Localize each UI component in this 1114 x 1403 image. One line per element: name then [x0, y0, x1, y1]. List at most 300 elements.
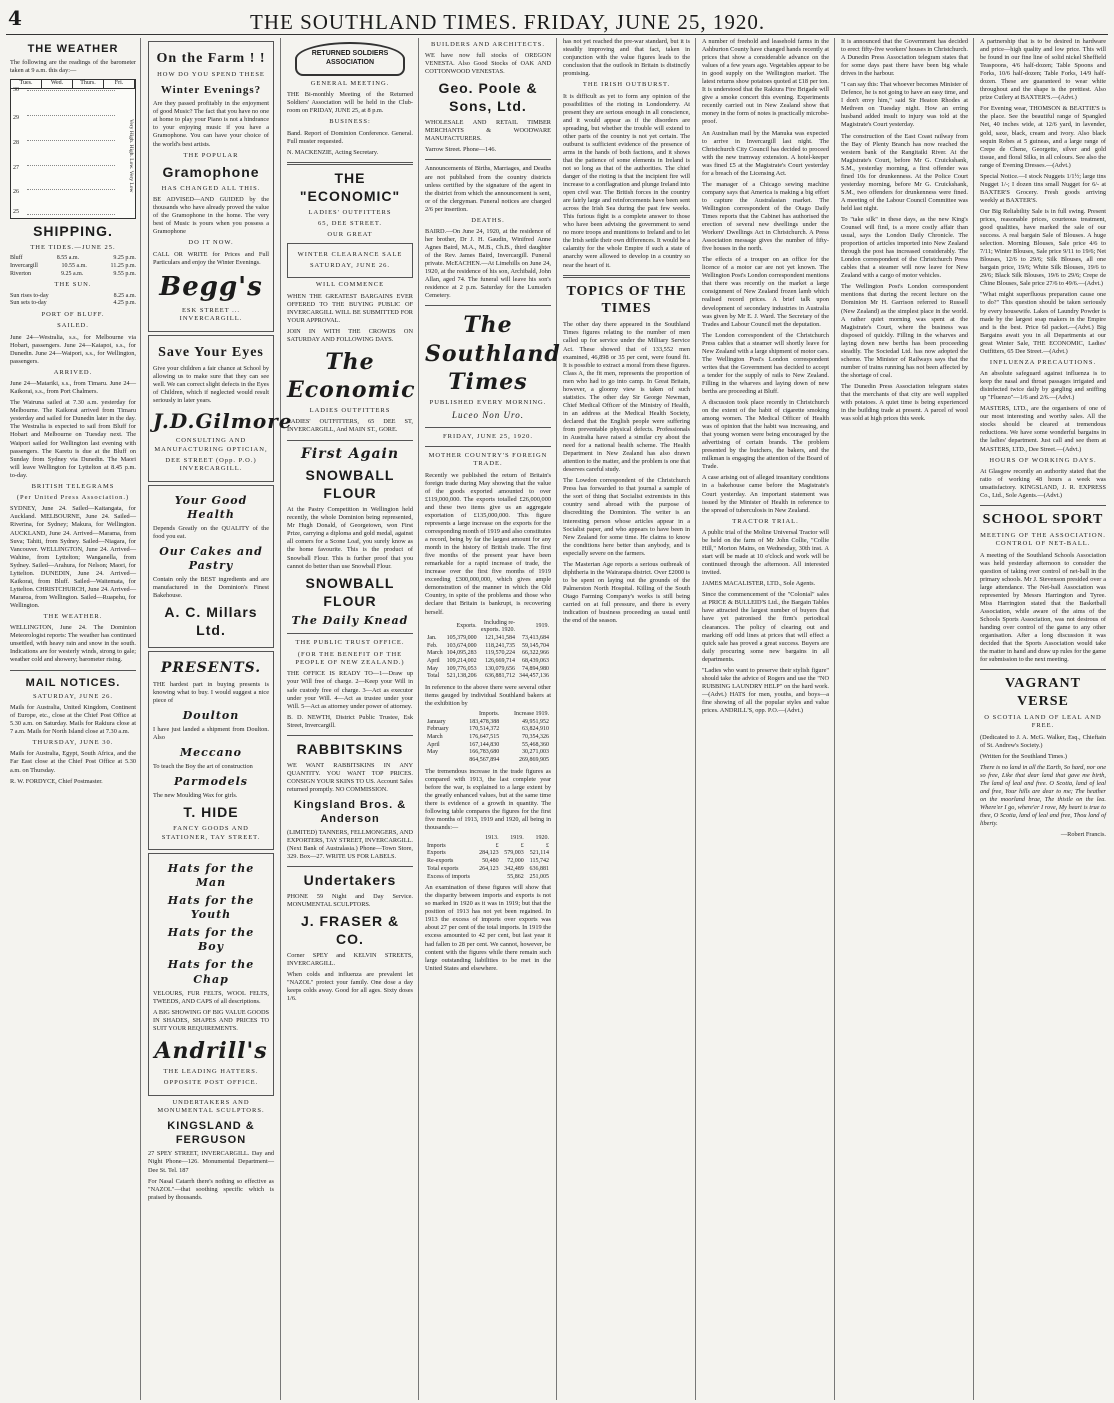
table-cell: 176,647,515: [469, 734, 500, 741]
first-again: First Again: [300, 445, 400, 462]
rsa-heading: GENERAL MEETING.: [310, 79, 390, 87]
table-cell: March: [427, 650, 443, 657]
meccano-heading: Meccano: [179, 746, 243, 760]
table-row: [425, 673, 551, 681]
undertakers-heading: UNDERTAKERS AND MONUMENTAL SCULPTORS.: [157, 1098, 265, 1114]
millars-name: A. C. Millars Ltd.: [164, 604, 258, 639]
shipping-heading: SHIPPING.: [33, 223, 113, 240]
column-editorial-2: [559, 38, 694, 1398]
table-cell: 30,271,003: [522, 749, 549, 756]
table-cell: 342,489: [504, 865, 524, 872]
barometer-days: [11, 80, 135, 89]
column-news-3: [976, 38, 1110, 1398]
table-header: Including re-exports. 1920.: [480, 619, 515, 634]
table-cell: 49,951,952: [522, 718, 549, 725]
hours-text: At Glasgow recently an authority stated that the ratio of working 48 hours a week was unsatisfactory. KINGSLAND, J. R. EXPRESS Co., Ltd., Sole Agents.—(Advt.): [980, 467, 1106, 500]
table-row: [425, 719, 551, 727]
day-label: Wed.: [42, 80, 73, 88]
our-great: OUR GREAT: [327, 231, 373, 239]
table-cell: Excess of imports: [427, 873, 470, 880]
table-cell: February: [427, 726, 449, 733]
table-cell: 170,514,372: [469, 726, 500, 733]
influenza-text: An absolute safeguard against influenza is to keep the nasal and throat passages irrigated and disinfected twice daily by gargling and sniffing up "Fluenzo"—1/6 and 2/6.—(Advt.): [980, 370, 1106, 402]
news-paragraph: The Wellington Post's London correspondent mentions that during the recent lecture on the Dominion Mr H. Garrison referred to Russell (New Zealand) as the simplest place in the world. A rather quiet morning was spent at the Magistrate's Court, where the business was disposed of quickly. Filling in the wharves and laying down new berths has been proceeding steadily. The Sociedad Ltd. has now adopted the scheme. The Minister of Railways says that the number of trains running has not been affected by the shortage of coal.: [841, 283, 968, 379]
popular-label: THE POPULAR: [183, 151, 239, 159]
sun-time: 8.25 a.m.: [113, 292, 136, 299]
table-cell: March: [427, 734, 443, 741]
hats-man: Hats for the Man: [167, 861, 255, 890]
tide-am: 9.25 a.m.: [60, 270, 84, 277]
trade-text: Recently we published the return of Britain's foreign trade during May showing that the value of the goods exported amounted to over £119,000,000. The exports totalled £26,000,000 and these two items give us an aggregate exportation of £135,000,000. This figure represents a large increase on the exports for the corresponding month of 1919 and also constitutes a record, being by far the largest amount for any month in the history of British trade. The first five months of the present year have been remarkable for a rapid increase of trade, the increase over the first five months of 1919 exceeding £300,000,000, which gives ample demonstration of the manner in which the Old Country, in spite of the problems and those who declare that Britain is bankrupt, is recovering herself.: [425, 471, 551, 616]
tide-row: [10, 271, 136, 279]
newspaper-logo: The Southland Times: [425, 312, 561, 395]
table-cell: 130,079,656: [485, 665, 515, 672]
table-cell: January: [427, 718, 446, 725]
barometer-grid: [13, 87, 115, 216]
port-heading: PORT OF BLUFF.: [41, 311, 105, 319]
sun-time: 4.25 p.m.: [113, 300, 136, 307]
mail-text-2: Mails for Australia, Egypt, South Africa, and the Far East close at the Chief Post Office at 5.30 a.m. on Thursday.: [10, 750, 136, 774]
rabbitskins-text: WE WANT RABBITSKINS IN ANY QUANTITY. YOU WANT TOP PRICES. CONSIGN YOUR SKINS TO US. Account Sales returned promptly. NO COMMISSION.: [287, 761, 413, 793]
doulton-text: I have just landed a shipment from Doulton. Also: [153, 726, 269, 742]
table-row: [425, 742, 551, 750]
news-paragraph: A case arising out of alleged insanitary conditions in a bakehouse came before the Magistrate's Court yesterday. An important statement was issued by the Minister of Health in reference to the spread of tuberculosis in New Zealand.: [702, 474, 829, 514]
school-sport-sub: MEETING OF THE ASSOCIATION. CONTROL OF NET-BALL.: [980, 531, 1106, 548]
arrived-heading: ARRIVED.: [53, 368, 93, 376]
sun-row: [10, 300, 136, 308]
velours-text: VELOURS, FUR FELTS, WOOL FELTS, TWEEDS, AND CAPS of all descriptions.: [153, 989, 269, 1005]
tide-am: 10.55 a.m.: [61, 263, 87, 270]
y-label: 28: [13, 139, 19, 146]
table-row: [425, 635, 551, 643]
news-paragraph: The Dunedin Press Association telegram states that the merchants of that city are well supplied with potatoes. A quiet time is being experienced in the building trade at present. A parcel of wool was sold at high prices this week.: [841, 382, 968, 423]
parmodels-heading: Parmodels: [174, 775, 248, 789]
news-paragraph: It is announced that the Government has decided to erect fifty-five workers' houses in Christchurch. A Dunedin Press Association telegram states that for some days past there have been big whale drives in the harbour.: [841, 38, 968, 78]
builders-text: WE have now full stocks of OREGON VENESTA. Also Good Stocks of OAK AND COTTONWOOD VENESTAS.: [425, 52, 551, 76]
gilmore-subheading: CONSULTING AND MANUFACTURING OPTICIAN,: [154, 437, 268, 453]
table-cell: 50,480: [482, 858, 499, 865]
column-weather-shipping: [6, 38, 140, 1398]
gramophone-text: BE ADVISED—AND GUIDED by the thousands who have already proved the value of the Gramophone in the home. The very best of Music is yours when you possess a Gramophone: [153, 196, 269, 236]
news-paragraph: The manager of a Chicago sewing machine company says that America is making a big effort to capture the Australasian market. The Wellington correspondent of the Otago Daily Times reports that the Cabinet has authorised the erection of several new dwellings under the Workers' Dwellings Act in Christchurch. A Press Association message gives the number of fifty-five houses in the north.: [702, 180, 829, 253]
winter-sale-label: WINTER CLEARANCE SALE: [297, 250, 403, 258]
bakery-ad: [148, 485, 274, 648]
kingsland-bros: Kingsland Bros. & Anderson: [293, 798, 407, 825]
table-cell: 118,241,735: [485, 642, 515, 649]
news-paragraph: Special Notice.—I stock Nuggets 1/1½; large tins Nugget 1/-; I dozen tins small Nugget for 6/- at BAXTER'S Grocery. Fresh goods arriving weekly at BAXTER'S.: [980, 172, 1106, 204]
table-row: [425, 749, 551, 757]
y-label: 25: [13, 209, 19, 216]
poole-address: Yarrow Street. Phone—146.: [425, 146, 497, 154]
news-paragraph: "Ladies who want to preserve their stylish figure" should take the advice of Rogers and use the "NO RUBBING LAUNDRY HELP" on the hard work.—(Advt.) HATS for men, youths, and boys—a fine showing of all the popular styles and value prices. ANDRILL'S, opp. P.O.—(Advt.): [702, 666, 829, 714]
sun-row: [10, 293, 136, 301]
trade-text-4: An examination of these figures will show that the disparity between imports and exports is not so marked in 1920 as it was in 1919; but that the position of 1913 has not yet been regained. In 1913 the excess of imports over exports was about 27 per cent of the total imports. In 1919 the excess amounted to 42 per cent, but last year it had fallen to 28 per cent. We cannot, however, be content with the figures while there remain such large outstanding liabilities to be met in the United States and elsewhere.: [425, 884, 551, 972]
table-cell: 166,783,680: [469, 749, 500, 756]
table-row: [425, 757, 551, 765]
topics-text-2: The Lowdon correspondent of the Christchurch Press has forwarded to that journal a sample of the sort of thing that Socialist extremists in this country send abroad with the purpose of discrediting the Dominion. The writer is an interesting person whose articles appear in a Socialist paper, and who appears to have been in New Zealand for some time. He claims to know the conditions here better than anybody, and is especially severe on the farmers.: [563, 477, 690, 557]
table-row: [425, 650, 551, 658]
gilmore-address: DEE STREET (Opp. P.O.) INVERCARGILL.: [165, 457, 257, 473]
column-ads-2: [283, 38, 417, 1398]
notices-text: Announcements of Births, Marriages, and Deaths are not published from the country districts unless certified by the signature of the agent in the district from which the announcement is sent, or of the clergyman. Funeral notices are charged 2/6 per insertion.: [425, 165, 551, 213]
mail-signature: R. W. FORDYCE, Chief Postmaster.: [10, 777, 103, 785]
column-rule: [556, 38, 557, 1400]
table-cell: Total: [427, 673, 440, 680]
do-it-now: DO IT NOW.: [188, 239, 234, 247]
call-or-write: CALL OR WRITE for Prices and Full Particulars and enjoy the Winter Evenings.: [153, 250, 269, 266]
table-row: [425, 726, 551, 734]
tide-row: [10, 255, 136, 263]
table-cell: Imports: [427, 842, 446, 849]
news-paragraph: "I can say this: That whoever becomes Minister of Defence, he is not going to have an easy time, and I don't envy him," said Sir Heaton Rhodes at Methven on Tuesday night. How an erring husband added insult to injury was told at the Magistrate's Court yesterday.: [841, 81, 968, 129]
public-trust-sub: (FOR THE BENEFIT OF THE PEOPLE OF NEW ZEALAND.): [295, 650, 405, 667]
hats-chap: Hats for the Chap: [167, 958, 255, 986]
irish-heading: THE IRISH OUTBURST.: [582, 81, 671, 89]
hats-ad: [148, 853, 274, 1096]
nazol-text: For Nasal Catarrh there's nothing so effective as "NAZOL"—that soothing specific which is praised by thousands.: [148, 1177, 274, 1201]
news-paragraph: MASTERS, LTD., are the organisers of one of our most interesting and worthy sales. All the stocks should be cleared at tremendous reductions. We have some wonderful bargains in the ladies' department. Just call and see them at MASTERS, LTD., Dee Street.—(Advt.): [980, 405, 1106, 453]
topics-text-3: The Mastertan Age reports a serious outbreak of diphtheria in the Wairarapa district. Over £2000 is to be spent on laying out the grounds of the Palmerston North Hospital. Killing of the South Otago Farming Company's works is still being carried on at full pressure, and there is every indication of business proceeding as usual until the end of the season.: [563, 560, 690, 625]
optician-ad: [148, 335, 293, 482]
table-header: Increase 1919.: [514, 711, 549, 718]
meccano-text: To teach the Boy the art of construction: [153, 763, 253, 771]
column-ads-1: [144, 38, 293, 1398]
table-row: [425, 835, 551, 843]
y-label: 27: [13, 164, 19, 171]
good-health-heading: Your Good Health: [174, 493, 248, 521]
economic-logo: The Economic: [287, 348, 416, 403]
beggs-address: ESK STREET ... INVERCARGILL.: [179, 307, 243, 323]
table-row: [425, 858, 551, 866]
published-every-morning: PUBLISHED EVERY MORNING.: [429, 398, 547, 406]
gramophone-heading: Gramophone: [162, 163, 260, 180]
news-paragraph: To "take silk" in these days, as the new King's Counsel will find, is a more costly affair than usual, says the London Daily Chronicle. The proportion of articles imported into New Zealand through the post has increased considerably. The London correspondent of the Christchurch Press cables that a steamer will now leave for New Zealand with a cargo of motor vehicles.: [841, 215, 968, 280]
daily-knead: The Daily Knead: [291, 614, 409, 628]
influenza-heading: INFLUENZA PRECAUTIONS.: [989, 358, 1097, 366]
weather-heading: THE WEATHER: [27, 43, 119, 55]
table-cell: 63,824,910: [522, 726, 549, 733]
table-header: 1920.: [535, 835, 549, 842]
table-cell: Total exports: [427, 865, 459, 872]
macalister-signature: JAMES MACALISTER, LTD., Sole Agents.: [702, 580, 816, 588]
hats-youth: Hats for the Youth: [167, 894, 255, 922]
column-rule: [834, 38, 835, 1400]
sun-label: Sun rises to-day: [10, 292, 49, 299]
economic-heading: THE "ECONOMIC": [299, 169, 401, 204]
save-eyes-text: Give your children a fair chance at School by allowing us to make sure that they can see well. We can correct slight defects in the Eyes of Children, which if neglected would result seriously in later years.: [153, 364, 270, 404]
news-paragraph: The London correspondent of the Christchurch Press cables that a steamer will shortly leave for New Zealand with a large shipment of motor cars. The Wellington Post's London correspondent writes that the Government has decided to accept a tender for the supply of rails to New Zealand. Filling in the wharves and laying down of new berths are proceeding at Bluff.: [702, 331, 829, 395]
table-row: [425, 658, 551, 666]
column-news-1: [698, 38, 833, 1398]
table-cell: 183,478,388: [469, 718, 500, 725]
shipping-notes: The Wairuna sailed at 7.30 a.m. yesterday for Melbourne. The Kaikorai arrived from Timaru yesterday and sailed for Dunedin later in the day. The Westralia is expected to sail from Bluff for Hobart and Melbourne on Tuesday next. The Waipori sailed for Wellington last evening with passengers. The Karetu is due at the Bluff on Sunday from Sydney via Dunedin. The Maori will leave Wellington for Lyttelton at 8.45 p.m. to-day.: [10, 399, 136, 479]
poole-name: Geo. Poole & Sons, Ltd.: [438, 80, 538, 115]
will-commence: WILL COMMENCE: [315, 281, 385, 289]
table-cell: 284,123: [479, 850, 499, 857]
economic-footer: LADIES' OUTFITTERS, 65 DEE ST, INVERCARGILL, And MAIN ST., GORE.: [287, 418, 413, 434]
school-sport-text: A meeting of the Southland Schools Association was held yesterday afternoon to consider the question of taking over control of net-ball in the primary schools. Mr J. Stevenson presided over a large attendance. The Net-ball Association was represented by Messrs Harrington and Tyree. Miss Harrington stated that the Basketball Association, while aware of the aims of the Schools Sports Association, was not desirous of handing over control of the game to any other organisation. After a long discussion it was decided that the Sports Association would take the matter in hand and draw up rules for the game for submission to the next meeting.: [980, 551, 1106, 664]
winter-evenings-heading: Winter Evenings?: [160, 84, 262, 97]
gramophone-ad: [148, 41, 274, 332]
winter-sale-box: [287, 243, 413, 279]
table-row: [425, 643, 551, 651]
table-cell: 103,674,000: [446, 642, 477, 649]
column-rule: [418, 38, 419, 1400]
table-cell: 70,354,326: [522, 734, 549, 741]
table-header: Exports.: [456, 623, 477, 630]
business-heading: BUSINESS:: [329, 118, 371, 126]
y-label: 30: [13, 87, 19, 94]
table-cell: May: [427, 749, 438, 756]
table-cell: Exports: [427, 850, 446, 857]
good-health-text: Depends Greatly on the QUALITY of the food you eat.: [153, 524, 269, 540]
tide-place: Riverton: [10, 270, 31, 277]
cable-text: SYDNEY, June 24. Sailed—Kaitangata, for Auckland. MELBOURNE, June 24. Sailed—Riverina, for Sydney; Makura, for Wellington. AUCKLAND, June 24. Arrived—Marama, from Suva; Tahiti, from Sydney. Sailed—Niagara, for Vancouver. WELLINGTON, June 24. Arrived—Wahine, from Lyttelton; Wanganella, from Sydney. Sailed—Arahura, for Nelson; Maori, for Lyttelton. DUNEDIN, June 24. Arrived—Kaikorai, from Bluff. Sailed—Waitemata, for Lyttelton. CHRISTCHURCH, June 24. Arrived—Mararoa, from Wellington. Sailed—Ruapehu, for Wellington.: [10, 505, 136, 609]
farm-subheading: HOW DO YOU SPEND THESE: [157, 70, 265, 78]
column-rule: [280, 38, 281, 1400]
table-cell: 251,005: [529, 873, 549, 880]
showing-text: A BIG SHOWING OF BIG VALUE GOODS IN SHADES, SHAPES AND PRICES TO SUIT YOUR REQUIREMENTS.: [153, 1008, 269, 1032]
masthead-rule: [6, 34, 1108, 35]
hours-heading: HOURS OF WORKING DAYS.: [989, 456, 1097, 464]
weather-report-heading: THE WEATHER.: [43, 612, 103, 620]
table-cell: 126,669,714: [485, 657, 515, 664]
masthead-title: THE SOUTHLAND TIMES. FRIDAY, JUNE 25, 1920.: [250, 10, 766, 34]
tractor-text: A public trial of the Moline Universal Tractor will be held on the farm of Mr John Collie, "Collie Hill," Morton Mains, on Wednesday, 30th inst. A start will be made at 10 o'clock and work will be continued through the afternoon. All interested invited.: [702, 528, 829, 577]
trade-text-3: The tremendous increase in the trade figures as compared with 1913, the last complete year before the war, is explained to a large extent by the greatly enhanced values, but at the same time there is evidence of a growth in quantity. The following table compares the figures for the first five months of 1913, 1919 and 1920, all being in thousands:—: [425, 767, 551, 832]
table-cell: 636,881,712: [485, 673, 515, 680]
join-text: JOIN IN WITH THE CROWDS ON SATURDAY AND FOLLOWING DAYS.: [287, 327, 413, 343]
table-row: [425, 620, 551, 635]
table-cell: 864,567,894: [469, 757, 500, 764]
deaths-text: BAIRD.—On June 24, 1920, at the residence of her brother, Dr J. H. Gaudin, Winifred Anne Agnes Baird, M.A., M.B., Ch.B., third daughter of the Rev. James Baird, Invercargill. Funeral private. McEACHEN.—At Limehills on June 24, 1920, at the residence of his son, Archibald, John Allan, aged 74. The funeral will leave his son's residence at 2 p.m. Saturday for the Lumsden Cemetery.: [425, 228, 551, 300]
table-cell: 68,439,063: [522, 657, 549, 664]
imports-table: [425, 711, 551, 765]
vagrant-verse-title: O SCOTIA LAND OF LEAL AND FREE.: [984, 714, 1102, 730]
news-paragraph: Since the commencement of the "Colonial" sales at PRICE & BULLEID'S Ltd., the Bargain Tables have attracted the largest number of buyers that have yet patronised the firm's periodical clearances. The policy of clearing out and marking off odd lines at prices that will effect a quick sale has proved a great success. Buyers are daily procuring some new bargains in all departments.: [702, 591, 829, 663]
mail-notices-heading: MAIL NOTICES.: [25, 676, 121, 689]
tide-pm: 9.55 p.m.: [113, 270, 136, 277]
table-cell: 72,000: [507, 858, 524, 865]
builders-heading: BUILDERS AND ARCHITECTS.: [430, 41, 546, 48]
economic-address: 65, DEE STREET.: [318, 219, 382, 227]
y-label: 26: [13, 189, 19, 196]
cable-subheading: (Per United Press Association.): [16, 494, 130, 502]
poem-signature: —Robert Francis.: [1060, 831, 1106, 839]
public-trust-signature: B. D. NEWTH, District Public Trustee, Esk Street, Invercargill.: [287, 713, 413, 729]
trade-text-2: In reference to the above there were several other items gauged by individual Southland bakers at the exhibition by: [425, 683, 551, 708]
andrills-address: OPPOSITE POST OFFICE.: [163, 1079, 259, 1087]
editorial-continued: has not yet reached the pre-war standard, but it is steadily improving and that fact, taken in conjunction with the value figures leads to the conclusion that the outlook in Britain is distinctly promising.: [563, 38, 690, 78]
fraser-name: J. FRASER & CO.: [300, 913, 400, 948]
table-row: [425, 850, 551, 858]
tractor-heading: TRACTOR TRIAL.: [732, 517, 799, 525]
news-paragraph: A number of freehold and leasehold farms in the Ashburton County have changed hands recently at prices that show a considerable advance on the values of a few years ago. Vegetables appear to be in good supply on the Wellington market. The latest returns show potatoes quoted at £18 per ton. It is understood that the Rakiura Fire Brigade will give a smoke concert this evening. Experiments recently carried out in New Zealand show that money in the form of notes is practically microbe-proof.: [702, 38, 829, 126]
sailed-heading: SAILED.: [57, 322, 89, 330]
rsa-text: THE Bi-monthly Meeting of the Returned Soldiers' Association will be held in the Club-room on FRIDAY, JUNE 25, at 8 p.m.: [287, 91, 413, 115]
presents-text: THE hardest part in buying presents is knowing what to buy. I would suggest a nice piece of: [153, 680, 269, 704]
mail-day-2: THURSDAY, JUNE 30.: [32, 739, 114, 747]
table-cell: 115,742: [529, 858, 549, 865]
topics-text: The other day there appeared in the Southland Times figures relating to the number of men called up for service under the Military Service Act. These showed that of 133,552 men examined, 46,898 or 35 per cent, were found fit. It is possible to extract a moral from these figures. Class A, the fit men, represents the proportion of men who had to go into camp. In Great Britain, however, a gloomy view is taken of such statistics. The other day Sir George Newman, Chief Medical Officer of the Ministry of Health, in an address at the Medical Health Society, declared that the English people were suffering from preventable physical defects. Professionals in Australia have raised a similar cry about the need for a national health scheme. The Health Department in New Zealand has also drawn attention to the matter, and the problem is one that deserves careful study.: [563, 321, 690, 474]
weather-report-text: WELLINGTON, June 24. The Dominion Meteorologist reports: The weather has continued unsettled, with heavy rain and snow in the south. Indications are for westerly winds, strong to gale; weather cold and showery; barometer rising.: [10, 624, 136, 664]
presents-heading: PRESENTS.: [160, 659, 262, 676]
table-cell: £: [546, 842, 549, 849]
kingsland-name: KINGSLAND & FERGUSON: [167, 1120, 255, 1147]
irish-text: It is difficult as yet to form any opinion of the possibilities of the rioting in Londonderry. At present they are serious enough in all conscience, and it would appear as if the disorders are spreading, but whether the trouble will extend to other parts of the country is not yet certain. The outburst is sufficient evidence of the presence of arms in the hands of both factions, and it shows that the patience of some elements in Ireland is not so long as that of the authorities. The chief danger of the rioting is that the incipient fire will increase to a conflagration and plunge Ireland into open civil war. The British forces in the country are fairly large and reinforcements have been sent across the Irish Sea during the past few weeks. This furious fight is a complete answer to those who have been advising the government to send no more troops and munitions to Ireland and to let the Irish settle their own differences. It would be a calamity for the whole Empire if such a state of anarchy were allowed to develop in a country so near the heart of it.: [563, 92, 690, 269]
news-paragraph: A partnership that is to be desired in hardware and price—high quality and low price. This will be found in our fine line of solid nickel Sheffield Teaspoons, 4/6 half-dozen; Table Spoons and Forks, 10/6 half-dozen; Table Forks, 14/9 half-dozen. These are guaranteed to wear white throughout and the shape is the prettiest. Also prize Cutlery at BAXTER'S.—(Advt.): [980, 38, 1106, 102]
deaths-heading: DEATHS.: [471, 216, 505, 224]
news-paragraph: For Evening wear, THOMSON & BEATTIE'S is the place. See the beautiful range of Spangled Net, 40 inches wide, at 12/6 yard, in lavender, gold, saxe, black, cream and ivory. Also black sequin Robes at 5 guineas, and a large range of Crepe de Chene, Georgette, silver and gold tissue, and floral Silks, in all colours. See also the range of Evening Dresses.—(Advt.): [980, 105, 1106, 169]
column-rule: [695, 38, 696, 1400]
day-label: Thurs.: [73, 80, 104, 88]
table-cell: Feb.: [427, 642, 438, 649]
weather-intro: The following are the readings of the barometer taken at 9 a.m. this day:—: [10, 59, 136, 75]
hide-name: T. HIDE: [183, 804, 239, 821]
table-header: Imports.: [479, 711, 500, 718]
rsa-signature: N. MACKENZIE, Acting Secretary.: [287, 148, 379, 156]
table-cell: 73,413,684: [522, 634, 549, 641]
table-cell: 55,862: [507, 873, 524, 880]
undertakers-sub: PHONE 59 Night and Day Service. MONUMENTAL SCULPTORS.: [287, 893, 413, 909]
cakes-text: Contain only the BEST ingredients and are manufactured in the Dominion's Finest Bakehouse.: [153, 576, 269, 600]
table-cell: April: [427, 741, 440, 748]
economic-logo-sub: LADIES OUTFITTERS: [309, 407, 391, 415]
table-cell: 344,457,136: [519, 673, 549, 680]
rsa-logo: RETURNED SOLDIERS ASSOCIATION: [295, 42, 405, 76]
mail-text: Mails for Australia, United Kingdom, Continent of Europe, etc., close at the Chief Post Office at 5.30 a.m. on Saturday. Mails for Rakiura close at 7 a.m. Mails for North Island close at 7.30 a.m.: [10, 703, 136, 736]
economic-subheading: LADIES' OUTFITTERS: [308, 208, 392, 216]
table-row: [425, 874, 551, 882]
tide-place: Bluff: [10, 255, 23, 262]
table-cell: 521,138,206: [446, 673, 477, 680]
table-row: [425, 666, 551, 674]
table-cell: 59,145,704: [522, 642, 549, 649]
cable-heading: BRITISH TELEGRAMS: [31, 482, 115, 490]
table-row: [425, 734, 551, 742]
tide-row: [10, 263, 136, 271]
y-label: 29: [13, 114, 19, 121]
hide-subheading: FANCY GOODS AND STATIONER, TAY STREET.: [161, 825, 261, 841]
undertakers-heading-2: Undertakers: [303, 872, 397, 889]
column-editorial-1: [421, 38, 561, 1398]
public-trust-heading: THE PUBLIC TRUST OFFICE.: [295, 639, 405, 647]
sun-label: Sun sets to-day: [10, 300, 47, 307]
table-header: 1919.: [510, 835, 524, 842]
doulton-heading: Doulton: [182, 709, 240, 723]
news-paragraph: An Australian mail by the Manuka was expected to arrive in Invercargill last night. The Christchurch City Council has decided to proceed with the new tramway extension. A hotel-keeper was fined £5 at the Magistrate's Court yesterday for a breach of the Licensing Act.: [702, 129, 829, 177]
table-cell: 119,570,224: [485, 650, 515, 657]
tide-pm: 9.25 p.m.: [113, 255, 136, 262]
column-news-2: [837, 38, 972, 1398]
news-paragraph: Our Big Reliability Sale is in full swing. Present prices, reasonable prices, courteous treatment, good qualities, have marked the sale of our success. A real bargain Sale of Blouses. A huge selection. Morning Blouses, Sale price 4/6 to 7/11; Winter Blouses, Sale price 9/11 to 19/6; Net Blouses, 12/6 to 29/6; Silk Blouses, all one bargain price, 19/6; White Silk Blouses, 19/6 to 29/6; Black Silk Blouses, 19/6 to 29/6; Crepe de Chine Blouses, Sale price 27/6 to 49/6.—(Advt.): [980, 207, 1106, 288]
table-cell: £: [520, 842, 524, 849]
snowball-flour-heading-2: SNOWBALL FLOUR: [305, 574, 395, 609]
editorial-date: FRIDAY, JUNE 25, 1920.: [443, 432, 533, 440]
andrills-logo: Andrill's: [154, 1037, 268, 1064]
barometer-conditions: Very High. High. Low. Very Low: [128, 119, 134, 193]
table-cell: Re-exports: [427, 858, 454, 865]
table-header: 1913.: [485, 835, 499, 842]
table-cell: 269,869,905: [519, 757, 549, 764]
arrived-text: June 24—Matariki, s.s., from Timaru. June 24—Kaikorai, s.s., from Port Chalmers.: [10, 380, 136, 396]
table-cell: April: [427, 657, 440, 664]
table-row: [425, 843, 551, 851]
rabbitskins-heading: RABBITSKINS: [296, 740, 404, 757]
table-cell: 66,322,966: [522, 650, 549, 657]
topics-heading: TOPICS OF THE TIMES: [566, 283, 687, 317]
kingsland-bros-sub: (LIMITED) TANNERS, FELLMONGERS, AND EXPORTERS, TAY STREET, INVERCARGILL. (Next Bank of Australasia.) Phone—Town Store, 329. Box—27. WRITE US FOR LABELS.: [287, 829, 413, 861]
news-paragraph: The construction of the East Coast railway from the Bay of Plenty Branch has now reached the western bank of the Rangitaiki River. At the Magistrate's Court, before Mr G. Cruickshank, S.M., yesterday morning, a first offender was fined 10s for drunkenness. At the Police Court yesterday morning, before Mr G. Cruickshank, S.M., two offenders for drunkenness were fined. A meeting of the Labour Council Committee was held last night.: [841, 132, 968, 212]
tide-place: Invercargill: [10, 263, 38, 270]
tide-am: 8.55 a.m.: [56, 255, 80, 262]
andrills-subheading: THE LEADING HATTERS.: [163, 1068, 259, 1075]
sailed-text: June 24—Westralia, s.s., for Melbourne via Hobart, passengers. June 24—Kaiapoi, s.s., for Dunedin. June 24—Waipori, s.s., for Wellington, passengers.: [10, 333, 136, 365]
table-cell: 636,881: [529, 865, 549, 872]
tides-heading: THE TIDES.—JUNE 25.: [30, 244, 116, 252]
table-cell: 74,894,980: [522, 665, 549, 672]
table-cell: 521,114: [529, 850, 549, 857]
table-cell: 109,776,053: [446, 665, 477, 672]
day-label: Fri.: [104, 80, 135, 88]
save-eyes-heading: Save Your Eyes: [158, 344, 264, 360]
table-cell: 264,123: [479, 865, 499, 872]
parmodels-text: The new Moulding Wax for girls.: [153, 792, 238, 800]
news-paragraph: "What might superfluous preparation cause one to do?" This question should be taken seriously by every housewife. Lakes of Laundry Powder is made by the largest soap makers in the Empire and is the best. Price 6d packet.—(Advt.) Big Bargains await you in all Departments at our great Winter Sale, THE ECONOMIC, Ladies' Outfitters, 65 Dee Street.—(Advt.): [980, 291, 1106, 355]
comparison-table: [425, 835, 551, 881]
page-number: 4: [8, 6, 22, 30]
day-label: Tues.: [11, 80, 42, 88]
news-paragraph: A discussion took place recently in Christchurch on the extent of the habit of cigarette smoking among women. The Medical Officer of Health was of opinion that the habit was increasing, and that young women were being encouraged by the advertising of certain brands. The problem presented by the butchers, the bakers, and the milkman is engaging the attention of the Board of Trade.: [702, 399, 829, 471]
trade-heading: MOTHER COUNTRY'S FOREIGN TRADE.: [428, 452, 548, 468]
table-cell: [475, 874, 500, 882]
table-cell: 109,214,002: [446, 657, 477, 664]
table-header: [425, 835, 475, 843]
cakes-heading: Our Cakes and Pastry: [159, 544, 263, 572]
vagrant-byline: (Written for the Southland Times.): [980, 752, 1068, 760]
gilmore-logo: J.D.Gilmore: [153, 408, 293, 433]
vagrant-verse-heading: VAGRANT VERSE: [1005, 676, 1081, 710]
tide-pm: 11.25 p.m.: [110, 263, 136, 270]
farm-heading: On the Farm ! !: [156, 51, 266, 66]
column-rule: [973, 38, 974, 1400]
business-text: Band. Report of Dominion Conference. General. Full muster requested.: [287, 129, 413, 145]
kingsland-address: 27 SPEY STREET, INVERCARGILL. Day and Night Phone—126. Monumental Department—Dee St. Tel. 187: [148, 1150, 274, 1174]
news-paragraph: The effects of a trouper on an office for the licence of a motor car are not yet known. The Wellington Post's London correspondent mentions that there was recently on the market a large consignment of New Zealand frozen lamb which realised record prices. A brief talk upon development of secondary industries in Australia was given by Mr E. J. Ward. The Secretary of the Trades and Labour Council met the deputation.: [702, 256, 829, 328]
poem-text: There is no land in all the Earth, So hard, nor one so free, Like that dear land that gave me birth, The land of leal and free. O Scotia, land of leal and free, Your hills are dear to me; The heather on the moorland brae, The thistle on the lea. Where'er I go, where'er I rove, My heart is true to thee, O Scotia, land of leal and free, Thou land of liberty.: [980, 763, 1106, 828]
colds-text: When colds and influenza are prevalent let "NAZOL" protect your family. One dose a day keeps colds away. Good for all ages. Sixty doses 1/6.: [287, 971, 413, 1003]
table-row: [425, 711, 551, 719]
presents-ad: [148, 651, 274, 850]
farm-text: Are they passed profitably in the enjoyment of good Music? The fact that you have no one at home to play your Piano is not a hindrance to your enjoying music if you have a Gramophone. You can have your choice of the world's best artists.: [153, 100, 269, 148]
exports-table: [425, 620, 551, 681]
gramophone-subheading: HAS CHANGED ALL THIS.: [161, 184, 261, 192]
fraser-address: Corner SPEY and KELVIN STREETS, INVERCARGILL.: [287, 952, 413, 968]
vagrant-dedication: (Dedicated to J. A. McG. Walker, Esq., Chieftain of St. Andrew's Society.): [980, 733, 1106, 749]
motto: Luceo Non Uro.: [452, 410, 524, 421]
table-cell: Jan.: [427, 634, 437, 641]
table-cell: £: [495, 842, 499, 849]
table-cell: 105,379,000: [446, 634, 477, 641]
hats-boy: Hats for the Boy: [167, 926, 255, 954]
table-cell: 104,095,283: [446, 650, 477, 657]
table-header: 1919.: [535, 623, 549, 630]
table-cell: 121,341,584: [485, 634, 515, 641]
table-cell: 55,468,360: [522, 741, 549, 748]
sale-text: WHEN THE GREATEST BARGAINS EVER OFFERED TO THE BUYING PUBLIC OF INVERCARGILL WILL BE SUBMITTED FOR YOUR APPROVAL.: [287, 292, 413, 324]
table-row: [425, 866, 551, 874]
snowball-flour-heading: SNOWBALL FLOUR: [305, 467, 395, 502]
